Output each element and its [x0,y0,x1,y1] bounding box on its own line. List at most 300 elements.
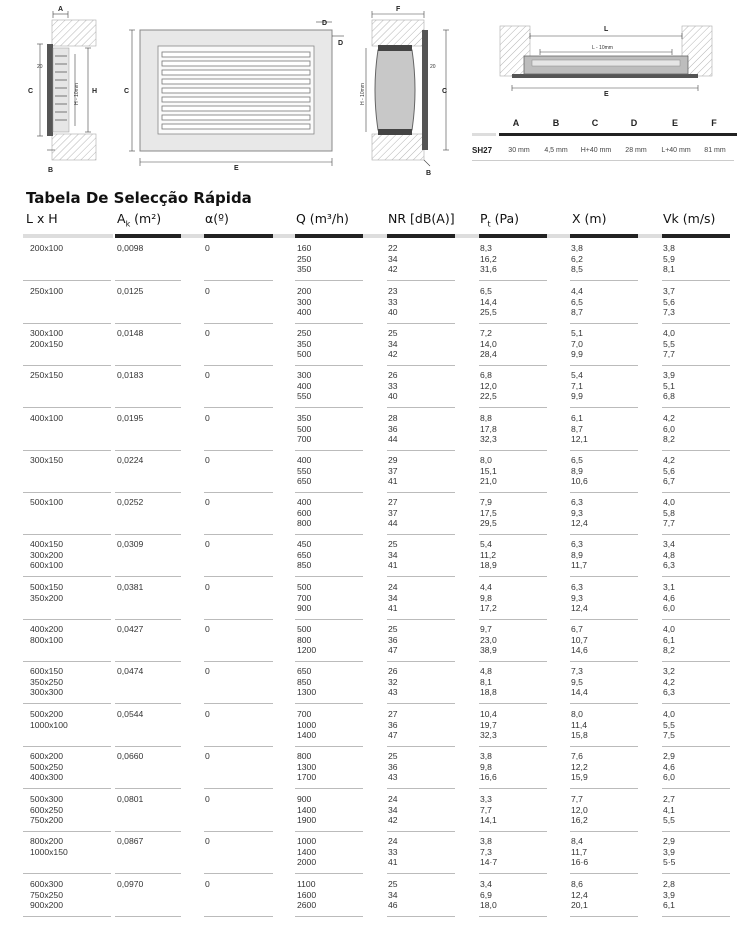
row-underline [23,831,111,832]
row-underline [479,703,547,704]
col-header-pt [480,211,519,229]
row-underline [479,534,547,535]
cell-pt: 3,3 7,7 14,1 [480,794,497,825]
cell-nr: 26 33 40 [388,370,398,401]
dim-bar-e [658,133,698,136]
row-underline [204,280,273,281]
cell-q: 350 500 700 [297,413,312,444]
cell-size: 600x300 750x250 900x200 [30,879,63,910]
cell-ak: 0,0544 [117,709,144,719]
row-underline [23,365,111,366]
row-underline [570,407,638,408]
row-underline [204,576,273,577]
row-underline [23,619,111,620]
cell-alpha: 0 [205,709,210,719]
cell-nr: 25 36 47 [388,624,398,655]
dim-header-d: D [630,118,638,128]
cell-alpha: 0 [205,624,210,634]
row-underline [570,788,638,789]
cell-q: 200 300 400 [297,286,312,317]
cell-ak: 0,0252 [117,497,144,507]
row-underline [570,746,638,747]
cell-vk: 4,2 6,0 8,2 [663,413,675,444]
row-underline [295,323,363,324]
cell-vk: 2,7 4,1 5,5 [663,794,675,825]
dim-table-rule [472,160,734,161]
row-underline [387,788,455,789]
row-underline [295,450,363,451]
row-underline [115,280,181,281]
dim-label-l-minus: L - 10mm [592,45,613,51]
row-underline [387,703,455,704]
row-underline [662,280,730,281]
row-underline [115,619,181,620]
row-underline [204,661,273,662]
cell-alpha: 0 [205,751,210,761]
cell-ak: 0,0098 [117,243,144,253]
dim-header-a: A [512,118,520,128]
cell-pt: 8,0 15,1 21,0 [480,455,497,486]
cell-pt: 10,4 19,7 32,3 [480,709,497,740]
cell-ak: 0,0195 [117,413,144,423]
dim-header-e: E [671,118,678,128]
col-header-x: X (m) [572,211,607,226]
side-section-drawing [37,11,96,160]
dim-header-f: F [711,118,717,128]
row-underline [204,534,273,535]
cell-size: 250x150 [30,370,63,380]
cell-vk: 2,9 3,9 5·5 [663,836,676,867]
row-underline [23,534,111,535]
cell-pt: 5,4 11,2 18,9 [480,539,497,570]
dim-label-f: F [396,6,401,13]
row-underline [387,492,455,493]
cell-x: 6,3 9,3 12,4 [571,582,588,613]
row-underline [570,450,638,451]
row-underline [662,450,730,451]
row-underline [662,746,730,747]
row-underline [662,788,730,789]
cell-x: 7,6 12,2 15,9 [571,751,588,782]
dim-bar-c [578,133,618,136]
row-underline [387,619,455,620]
row-underline [23,661,111,662]
row-underline [295,661,363,662]
dim-value-e: L+40 mm [661,147,691,154]
cell-vk: 3,7 5,6 7,3 [663,286,675,317]
row-underline [115,365,181,366]
dim-value-d: 28 mm [625,147,647,154]
row-underline [204,788,273,789]
cell-x: 5,1 7,0 9,9 [571,328,583,359]
row-underline [570,831,638,832]
cell-nr: 25 34 42 [388,328,398,359]
col-header-ak-sub: k [125,219,131,229]
cell-ak: 0,0125 [117,286,144,296]
header-bar-gap3 [363,234,387,238]
col-header-size: L x H [26,211,58,226]
dim-value-c: H+40 mm [580,147,612,154]
cell-x: 6,3 9,3 12,4 [571,497,588,528]
cell-nr: 26 32 43 [388,666,398,697]
row-underline [387,873,455,874]
header-bar-pt [479,234,547,238]
cell-q: 160 250 350 [297,243,312,274]
row-underline [662,661,730,662]
damper-section-drawing [366,11,449,166]
row-underline [204,873,273,874]
row-underline [295,788,363,789]
dim-label-b-damper: B [426,170,432,177]
cell-q: 500 800 1200 [297,624,317,655]
cell-size: 500x150 350x200 [30,582,63,603]
cell-alpha: 0 [205,455,210,465]
row-underline [115,576,181,577]
cell-ak: 0,0427 [117,624,144,634]
row-underline [479,661,547,662]
cell-ak: 0,0660 [117,751,144,761]
row-underline [204,916,273,917]
row-underline [23,407,111,408]
dim-value-b: 4,5 mm [544,147,568,154]
dim-bar-lead [472,133,496,136]
row-underline [115,534,181,535]
row-underline [479,323,547,324]
cell-x: 8,4 11,7 16·6 [571,836,589,867]
header-bar-size [23,234,113,238]
row-underline [570,703,638,704]
top-section-drawing [500,26,712,91]
cell-alpha: 0 [205,836,210,846]
row-underline [115,746,181,747]
cell-pt: 3,8 7,3 14·7 [480,836,498,867]
cell-ak: 0,0224 [117,455,144,465]
row-underline [387,323,455,324]
header-bar-x [570,234,638,238]
dim-label-20-damper: 20 [430,64,436,70]
row-underline [23,280,111,281]
cell-vk: 4,0 5,5 7,5 [663,709,675,740]
row-underline [204,492,273,493]
cell-size: 600x150 350x250 300x300 [30,666,63,697]
row-underline [115,661,181,662]
cell-vk: 3,4 4,8 6,3 [663,539,675,570]
header-bar-gap2 [273,234,295,238]
row-underline [479,916,547,917]
cell-nr: 24 33 41 [388,836,398,867]
cell-vk: 2,8 3,9 6,1 [663,879,675,910]
cell-pt: 3,4 6,9 18,0 [480,879,497,910]
cell-x: 8,0 11,4 15,8 [571,709,588,740]
row-underline [570,916,638,917]
dim-header-b: B [552,118,560,128]
cell-size: 400x200 800x100 [30,624,63,645]
cell-ak: 0,0474 [117,666,144,676]
cell-pt: 8,3 16,2 31,6 [480,243,497,274]
row-underline [204,746,273,747]
cell-vk: 4,0 6,1 8,2 [663,624,675,655]
cell-nr: 27 37 44 [388,497,398,528]
row-underline [115,450,181,451]
cell-pt: 8,8 17,8 32,3 [480,413,497,444]
cell-ak: 0,0148 [117,328,144,338]
row-underline [23,788,111,789]
dim-bar-d [618,133,658,136]
row-underline [387,407,455,408]
cell-alpha: 0 [205,243,210,253]
cell-alpha: 0 [205,370,210,380]
row-underline [570,873,638,874]
row-underline [479,280,547,281]
row-underline [662,534,730,535]
row-underline [295,492,363,493]
row-underline [387,746,455,747]
cell-size: 300x150 [30,455,63,465]
dim-label-h: H [92,88,98,95]
cell-alpha: 0 [205,286,210,296]
dim-bar-f [697,133,737,136]
cell-ak: 0,0970 [117,879,144,889]
row-underline [23,492,111,493]
cell-pt: 7,9 17,5 29,5 [480,497,497,528]
row-underline [479,831,547,832]
cell-ak: 0,0801 [117,794,144,804]
cell-size: 300x100 200x150 [30,328,63,349]
row-underline [295,703,363,704]
technical-drawings [0,0,750,182]
cell-nr: 25 36 43 [388,751,398,782]
table-title: Tabela De Selecção Rápida [26,189,252,207]
cell-alpha: 0 [205,582,210,592]
row-underline [662,576,730,577]
col-header-alpha: α(º) [205,211,229,226]
cell-vk: 3,1 4,6 6,0 [663,582,675,613]
cell-alpha: 0 [205,328,210,338]
col-header-pt-symbol: P [480,211,488,226]
cell-size: 500x300 600x250 750x200 [30,794,63,825]
header-bar-vk [662,234,730,238]
col-header-vk: Vk (m/s) [663,211,716,226]
cell-q: 400 550 650 [297,455,312,486]
row-underline [23,703,111,704]
row-underline [479,492,547,493]
row-underline [570,323,638,324]
cell-size: 400x100 [30,413,63,423]
dim-label-h-minus-damper: H - 10mm [360,83,366,105]
cell-pt: 6,8 12,0 22,5 [480,370,497,401]
row-underline [479,365,547,366]
cell-pt: 4,8 8,1 18,8 [480,666,497,697]
cell-x: 3,8 6,2 8,5 [571,243,583,274]
cell-x: 5,4 7,1 9,9 [571,370,583,401]
cell-q: 1000 1400 2000 [297,836,317,867]
cell-x: 4,4 6,5 8,7 [571,286,583,317]
dim-bar-a [499,133,539,136]
row-underline [570,280,638,281]
row-underline [387,661,455,662]
cell-nr: 29 37 41 [388,455,398,486]
cell-nr: 24 34 41 [388,582,398,613]
row-underline [204,365,273,366]
cell-q: 500 700 900 [297,582,312,613]
cell-nr: 22 34 42 [388,243,398,274]
row-underline [479,576,547,577]
cell-x: 7,3 9,5 14,4 [571,666,588,697]
cell-x: 8,6 12,4 20,1 [571,879,588,910]
row-underline [204,831,273,832]
row-underline [295,916,363,917]
cell-nr: 23 33 40 [388,286,398,317]
cell-vk: 4,0 5,5 7,7 [663,328,675,359]
dim-row-label: SH27 [472,146,493,155]
row-underline [479,788,547,789]
row-underline [295,280,363,281]
cell-q: 1100 1600 2600 [297,879,317,910]
row-underline [662,873,730,874]
header-bar-gap6 [638,234,662,238]
cell-alpha: 0 [205,413,210,423]
cell-vk: 4,2 5,6 6,7 [663,455,675,486]
cell-x: 6,1 8,7 12,1 [571,413,588,444]
cell-size: 800x200 1000x150 [30,836,68,857]
row-underline [387,831,455,832]
front-view-drawing [129,22,344,166]
header-bar-gap5 [547,234,570,238]
dim-label-e-front: E [234,165,239,172]
cell-q: 450 650 850 [297,539,312,570]
row-underline [204,450,273,451]
dim-label-20: 20 [37,64,43,70]
dim-label-l: L [604,26,609,33]
header-bar-q [295,234,363,238]
cell-size: 250x100 [30,286,63,296]
row-underline [570,576,638,577]
col-header-pt-sub: t [487,219,491,229]
dim-label-d2-front: D [338,40,344,47]
row-underline [295,746,363,747]
row-underline [295,619,363,620]
cell-size: 600x200 500x250 400x300 [30,751,63,782]
row-underline [115,916,181,917]
cell-nr: 25 34 41 [388,539,398,570]
cell-q: 400 600 800 [297,497,312,528]
cell-vk: 3,2 4,2 6,3 [663,666,675,697]
row-underline [570,534,638,535]
row-underline [479,873,547,874]
row-underline [570,365,638,366]
row-underline [662,916,730,917]
cell-nr: 24 34 42 [388,794,398,825]
dim-label-a: A [58,6,64,13]
col-header-ak-unit: (m²) [130,211,162,226]
row-underline [387,365,455,366]
col-header-nr: NR [dB(A)] [388,211,455,226]
row-underline [387,916,455,917]
col-header-ak-symbol: A [117,211,126,226]
dim-value-a: 30 mm [508,147,530,154]
row-underline [662,703,730,704]
cell-alpha: 0 [205,666,210,676]
dim-label-b: B [48,167,54,174]
row-underline [115,492,181,493]
row-underline [115,831,181,832]
cell-ak: 0,0381 [117,582,144,592]
cell-q: 800 1300 1700 [297,751,317,782]
cell-alpha: 0 [205,539,210,549]
cell-x: 6,3 8,9 11,7 [571,539,588,570]
dim-label-c: C [28,88,34,95]
header-bar-gap1 [181,234,204,238]
row-underline [479,450,547,451]
cell-size: 500x200 1000x100 [30,709,68,730]
header-bar-ak [115,234,181,238]
col-header-q: Q (m³/h) [296,211,349,226]
cell-ak: 0,0867 [117,836,144,846]
cell-size: 200x100 [30,243,63,253]
row-underline [204,407,273,408]
row-underline [23,873,111,874]
row-underline [662,492,730,493]
row-underline [115,788,181,789]
row-underline [295,873,363,874]
row-underline [570,661,638,662]
row-underline [23,450,111,451]
row-underline [204,323,273,324]
cell-vk: 3,9 5,1 6,8 [663,370,675,401]
header-bar-gap4 [455,234,479,238]
row-underline [662,365,730,366]
cell-x: 7,7 12,0 16,2 [571,794,588,825]
cell-vk: 2,9 4,6 6,0 [663,751,675,782]
cell-vk: 3,8 5,9 8,1 [663,243,675,274]
header-bar-nr [387,234,455,238]
row-underline [204,619,273,620]
dim-value-f: 81 mm [704,147,726,154]
row-underline [479,407,547,408]
dim-label-c-damper: C [442,88,448,95]
row-underline [115,323,181,324]
row-underline [115,873,181,874]
cell-nr: 25 34 46 [388,879,398,910]
cell-pt: 9,7 23,0 38,9 [480,624,497,655]
cell-pt: 7,2 14,0 28,4 [480,328,497,359]
row-underline [387,576,455,577]
cell-size: 400x150 300x200 600x100 [30,539,63,570]
row-underline [387,450,455,451]
row-underline [570,619,638,620]
row-underline [662,323,730,324]
cell-x: 6,5 8,9 10,6 [571,455,588,486]
dim-label-e-top: E [604,91,609,98]
col-header-ak [117,211,161,229]
row-underline [387,280,455,281]
row-underline [387,534,455,535]
header-bar-alpha [204,234,273,238]
row-underline [23,916,111,917]
cell-ak: 0,0183 [117,370,144,380]
cell-ak: 0,0309 [117,539,144,549]
row-underline [115,703,181,704]
cell-alpha: 0 [205,794,210,804]
cell-nr: 28 36 44 [388,413,398,444]
cell-alpha: 0 [205,497,210,507]
row-underline [295,365,363,366]
row-underline [479,619,547,620]
cell-pt: 3,8 9,8 16,6 [480,751,497,782]
row-underline [23,746,111,747]
cell-q: 250 350 500 [297,328,312,359]
row-underline [295,576,363,577]
